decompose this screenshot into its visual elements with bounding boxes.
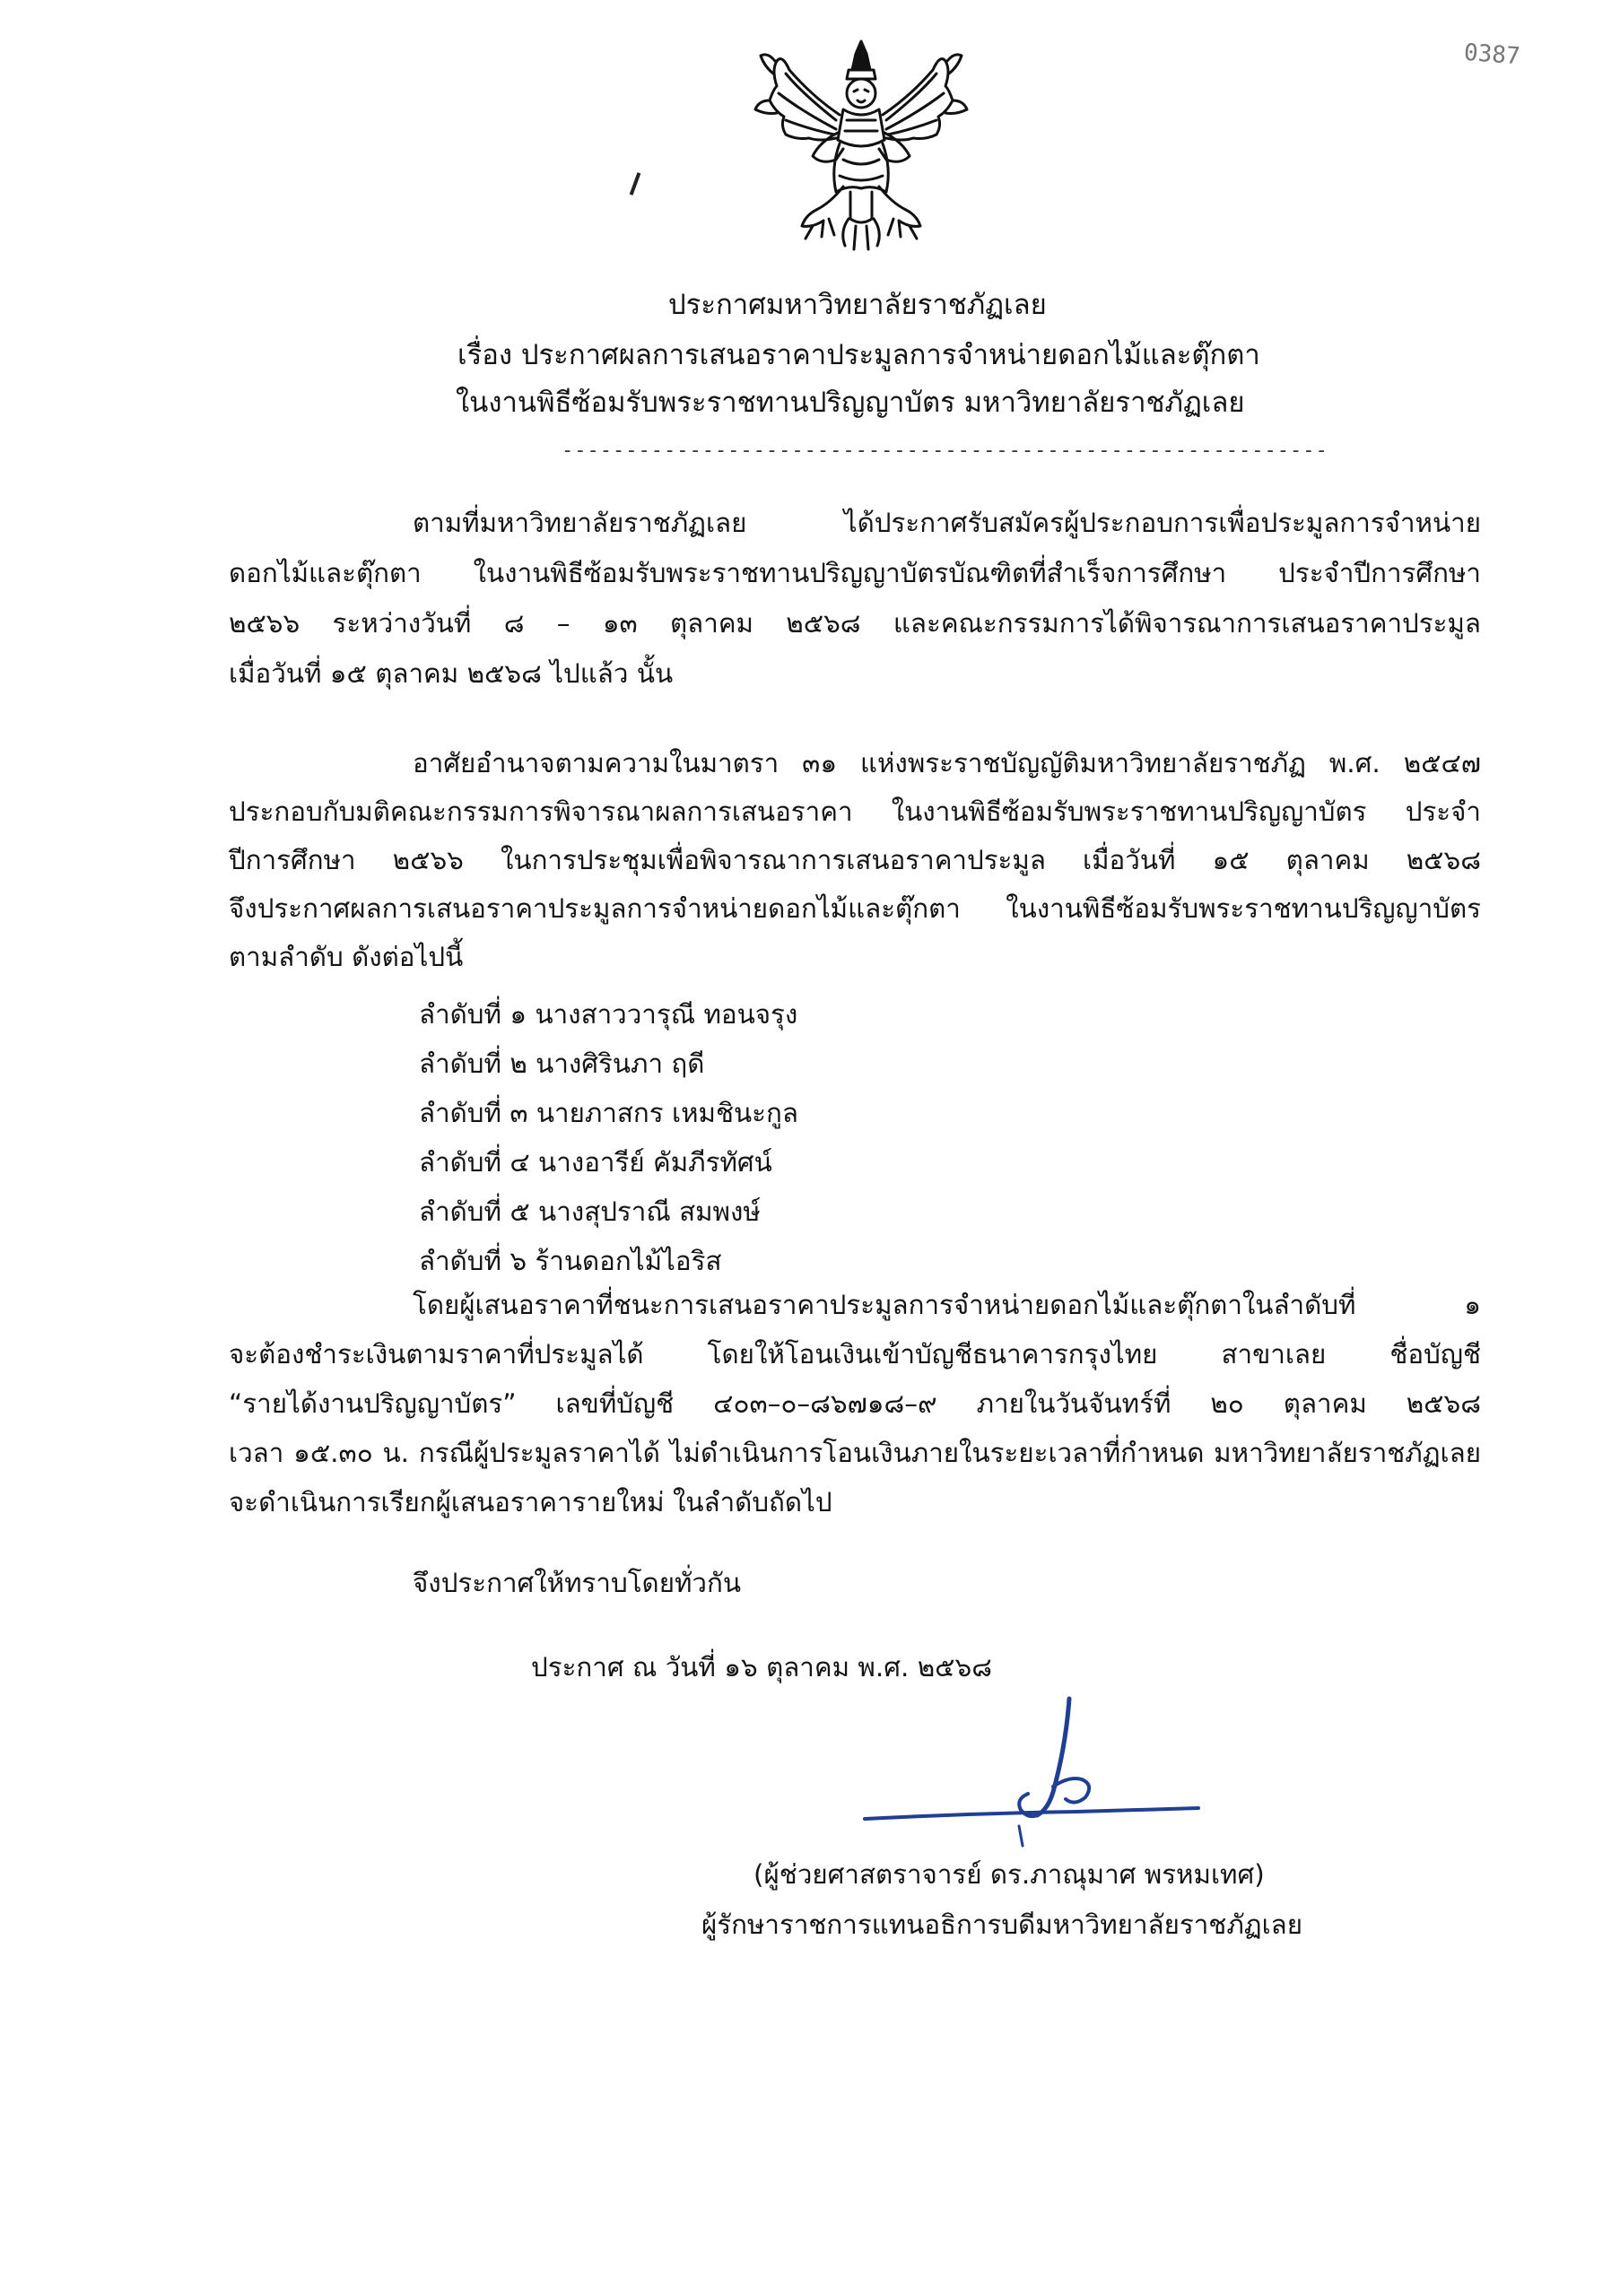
header-separator: ------------------------------------------------------------ bbox=[562, 439, 1328, 462]
signature-icon bbox=[861, 1693, 1202, 1853]
rank-item-1: ลำดับที่ ๑ นางสาววารุณี ทอนจรุง bbox=[419, 999, 798, 1030]
para1-line-2: ดอกไม้และตุ๊กตา ในงานพิธีซ้อมรับพระราชทานปริญญาบัตรบัณฑิตที่สำเร็จการศึกษา ประจำปีการศึกษา bbox=[229, 558, 1481, 588]
rank-item-4: ลำดับที่ ๔ นางอารีย์ คัมภีรทัศน์ bbox=[419, 1147, 772, 1178]
rank-item-6: ลำดับที่ ๖ ร้านดอกไม้ไอริส bbox=[419, 1246, 722, 1276]
para2-line-2: ประกอบกับมติคณะกรรมการพิจารณาผลการเสนอราคา ในงานพิธีซ้อมรับพระราชทานปริญญาบัตร ประจำ bbox=[229, 796, 1481, 827]
para1-line-3: ๒๕๖๖ ระหว่างวันที่ ๘ – ๑๓ ตุลาคม ๒๕๖๘ และคณะกรรมการได้พิจารณาการเสนอราคาประมูล bbox=[229, 608, 1481, 639]
closing-statement: จึงประกาศให้ทราบโดยทั่วกัน bbox=[413, 1568, 742, 1598]
para2-line-4: จึงประกาศผลการเสนอราคาประมูลการจำหน่ายดอกไม้และตุ๊กตา ในงานพิธีซ้อมรับพระราชทานปริญญาบัตร bbox=[229, 893, 1481, 924]
para3-line-5: จะดำเนินการเรียกผู้เสนอราคารายใหม่ ในลำดับถัดไป bbox=[229, 1487, 832, 1518]
signatory-name: (ผู้ช่วยศาสตราจารย์ ดร.ภาณุมาศ พรหมเทศ) bbox=[753, 1859, 1265, 1890]
signatory-position: ผู้รักษาราชการแทนอธิการบดีมหาวิทยาลัยราชภัฏเลย bbox=[701, 1909, 1303, 1940]
rank-item-2: ลำดับที่ ๒ นางศิรินภา ฤดี bbox=[419, 1048, 705, 1079]
para2-line-1: อาศัยอำนาจตามความในมาตรา ๓๑ แห่งพระราชบัญญัติมหาวิทยาลัยราชภัฏ พ.ศ. ๒๕๔๗ bbox=[413, 748, 1481, 778]
para3-line-1: โดยผู้เสนอราคาที่ชนะการเสนอราคาประมูลการจำหน่ายดอกไม้และตุ๊กตาในลำดับที่ ๑ bbox=[413, 1290, 1481, 1320]
announcement-date: ประกาศ ณ วันที่ ๑๖ ตุลาคม พ.ศ. ๒๕๖๘ bbox=[531, 1652, 992, 1683]
para2-line-5: ตามลำดับ ดังต่อไปนี้ bbox=[229, 942, 464, 972]
para3-line-2: จะต้องชำระเงินตามราคาที่ประมูลได้ โดยให้โอนเงินเข้าบัญชีธนาคารกรุงไทย สาขาเลย ชื่อบัญชี bbox=[229, 1339, 1481, 1370]
para1-line-1: ตามที่มหาวิทยาลัยราชภัฏเลย ได้ประกาศรับสมัครผู้ประกอบการเพื่อประมูลการจำหน่าย bbox=[413, 508, 1481, 538]
stray-pen-mark bbox=[630, 172, 641, 196]
para1-line-4: เมื่อวันที่ ๑๕ ตุลาคม ๒๕๖๘ ไปแล้ว นั้น bbox=[229, 658, 674, 689]
rank-item-3: ลำดับที่ ๓ นายภาสกร เหมชินะกูล bbox=[419, 1098, 798, 1128]
para3-line-3: “รายได้งานปริญญาบัตร” เลขที่บัญชี ๔๐๓–๐–๘๖๗๑๘–๙ ภายในวันจันทร์ที่ ๒๐ ตุลาคม ๒๕๖๘ bbox=[229, 1388, 1481, 1419]
corner-note: 0387 bbox=[1463, 39, 1521, 71]
announcement-subject-line-2: ในงานพิธีซ้อมรับพระราชทานปริญญาบัตร มหาวิทยาลัยราชภัฏเลย bbox=[456, 387, 1245, 419]
announcement-title: ประกาศมหาวิทยาลัยราชภัฏเลย bbox=[668, 289, 1047, 321]
para3-line-4: เวลา ๑๕.๓๐ น. กรณีผู้ประมูลราคาได้ ไม่ดำเนินการโอนเงินภายในระยะเวลาที่กำหนด มหาวิทยาลัยราชภัฏเลย bbox=[229, 1438, 1481, 1468]
garuda-emblem-icon bbox=[750, 34, 972, 258]
para2-line-3: ปีการศึกษา ๒๕๖๖ ในการประชุมเพื่อพิจารณาการเสนอราคาประมูล เมื่อวันที่ ๑๕ ตุลาคม ๒๕๖๘ bbox=[229, 845, 1481, 875]
announcement-subject: เรื่อง ประกาศผลการเสนอราคาประมูลการจำหน่ายดอกไม้และตุ๊กตา bbox=[457, 339, 1260, 371]
rank-item-5: ลำดับที่ ๕ นางสุปราณี สมพงษ์ bbox=[419, 1196, 761, 1227]
